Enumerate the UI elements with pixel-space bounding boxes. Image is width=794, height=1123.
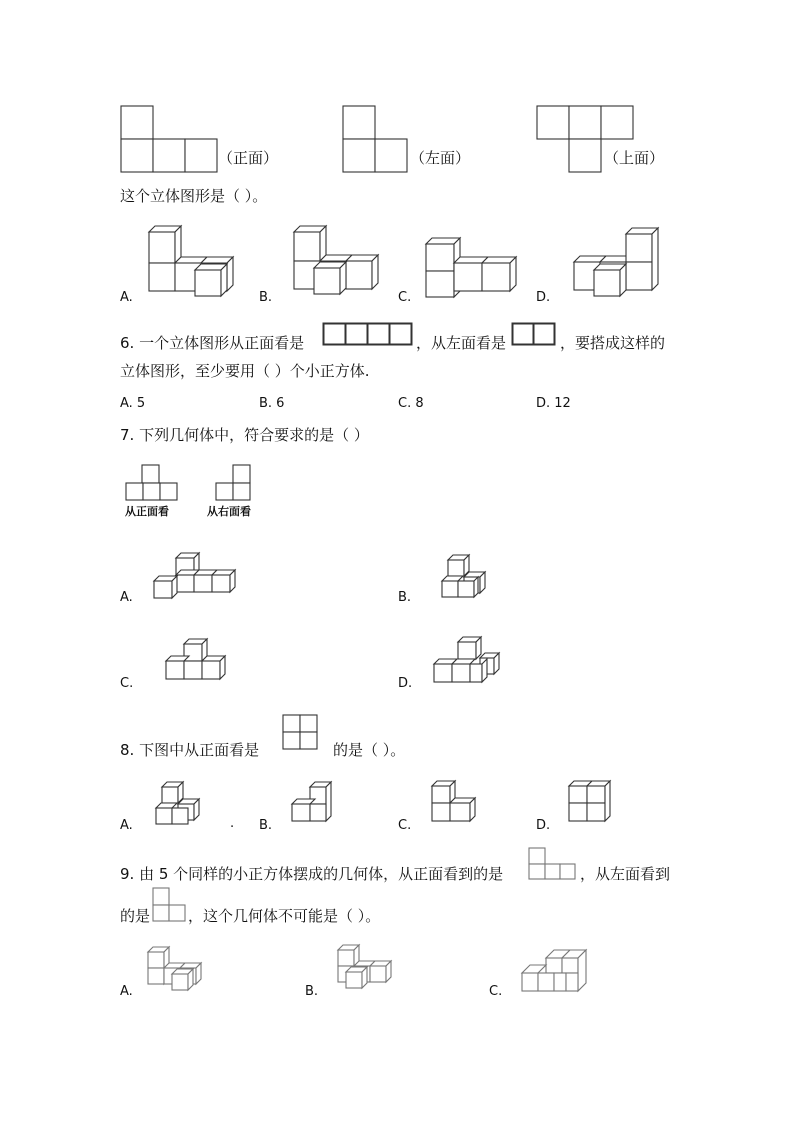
q9-option-b-label[interactable]: B.: [305, 984, 319, 999]
q9-text-part2: ，从左面看到: [580, 865, 671, 883]
q7-right-view-figure: [215, 464, 255, 502]
q5-option-d-figure: [570, 228, 662, 300]
q7-option-c-label[interactable]: C.: [120, 676, 134, 691]
q7-front-view-caption: 从正面看: [125, 505, 169, 518]
q8-text-part1: 8. 下图中从正面看是: [120, 741, 260, 759]
q6-front-view-strip: [322, 322, 414, 346]
q8-text-part2: 的是（ ）。: [333, 741, 406, 759]
q6-option-c[interactable]: C. 8: [398, 396, 424, 411]
q7-option-b-figure: [440, 553, 488, 599]
q6-option-a[interactable]: A. 5: [120, 396, 146, 411]
q9-text-line2-end: ，这个几何体不可能是（ ）。: [188, 907, 381, 925]
q6-option-b[interactable]: B. 6: [259, 396, 285, 411]
q7-option-d-label[interactable]: D.: [398, 676, 413, 691]
q9-left-view-figure: [152, 887, 188, 923]
q9-text-part1: 9. 由 5 个同样的小正方体摆成的几何体，从正面看到的是: [120, 865, 504, 883]
q5-question-text: 这个立体图形是（ ）。: [120, 187, 268, 205]
q6-option-d[interactable]: D. 12: [536, 396, 571, 411]
q6-text-line2: 立体图形，至少要用（ ）个小正方体.: [120, 362, 370, 380]
q8-option-d-figure: [567, 779, 615, 827]
q9-text-line2-start: 的是: [120, 907, 151, 925]
q7-option-c-figure: [164, 636, 226, 682]
q8-dot: .: [230, 816, 235, 831]
top-view-label: （上面）: [604, 149, 665, 167]
q9-option-a-label[interactable]: A.: [120, 984, 133, 999]
q9-front-view-figure: [528, 847, 578, 881]
q7-option-a-label[interactable]: A.: [120, 590, 133, 605]
q9-option-b-figure: [336, 944, 392, 992]
q9-option-c-figure: [520, 948, 586, 994]
q7-option-b-label[interactable]: B.: [398, 590, 412, 605]
q8-option-b-figure: [290, 780, 336, 826]
left-view-figure: [342, 105, 412, 173]
q8-front-view-figure: [282, 714, 320, 752]
q5-option-b-figure: [290, 226, 382, 298]
q7-front-view-figure: [125, 464, 181, 502]
left-view-label: （左面）: [410, 149, 471, 167]
q6-left-view-strip: [511, 322, 559, 346]
q5-option-a-figure: [145, 228, 237, 300]
q6-text-part1: 6. 一个立体图形从正面看是: [120, 334, 305, 352]
q5-option-b-label[interactable]: B.: [259, 290, 273, 305]
front-view-figure: [120, 105, 220, 173]
q5-option-a-label[interactable]: A.: [120, 290, 133, 305]
q5-option-c-label[interactable]: C.: [398, 290, 412, 305]
q7-option-a-figure: [152, 550, 238, 600]
q8-option-a-label[interactable]: A.: [120, 818, 133, 833]
q9-option-c-label[interactable]: C.: [489, 984, 503, 999]
q7-right-view-caption: 从右面看: [207, 505, 251, 518]
front-view-label: （正面）: [218, 149, 279, 167]
q7-option-d-figure: [432, 634, 502, 684]
q6-text-part2: ，从左面看是: [416, 334, 507, 352]
q7-question-text: 7. 下列几何体中，符合要求的是（ ）: [120, 426, 369, 444]
q8-option-d-label[interactable]: D.: [536, 818, 551, 833]
q8-option-b-label[interactable]: B.: [259, 818, 273, 833]
q5-option-d-label[interactable]: D.: [536, 290, 551, 305]
q8-option-c-label[interactable]: C.: [398, 818, 412, 833]
q8-option-a-figure: [154, 780, 206, 826]
q8-option-c-figure: [430, 779, 480, 825]
q5-option-c-figure: [424, 236, 516, 300]
q6-text-part3: ，要搭成这样的: [560, 334, 666, 352]
q9-option-a-figure: [146, 946, 202, 994]
